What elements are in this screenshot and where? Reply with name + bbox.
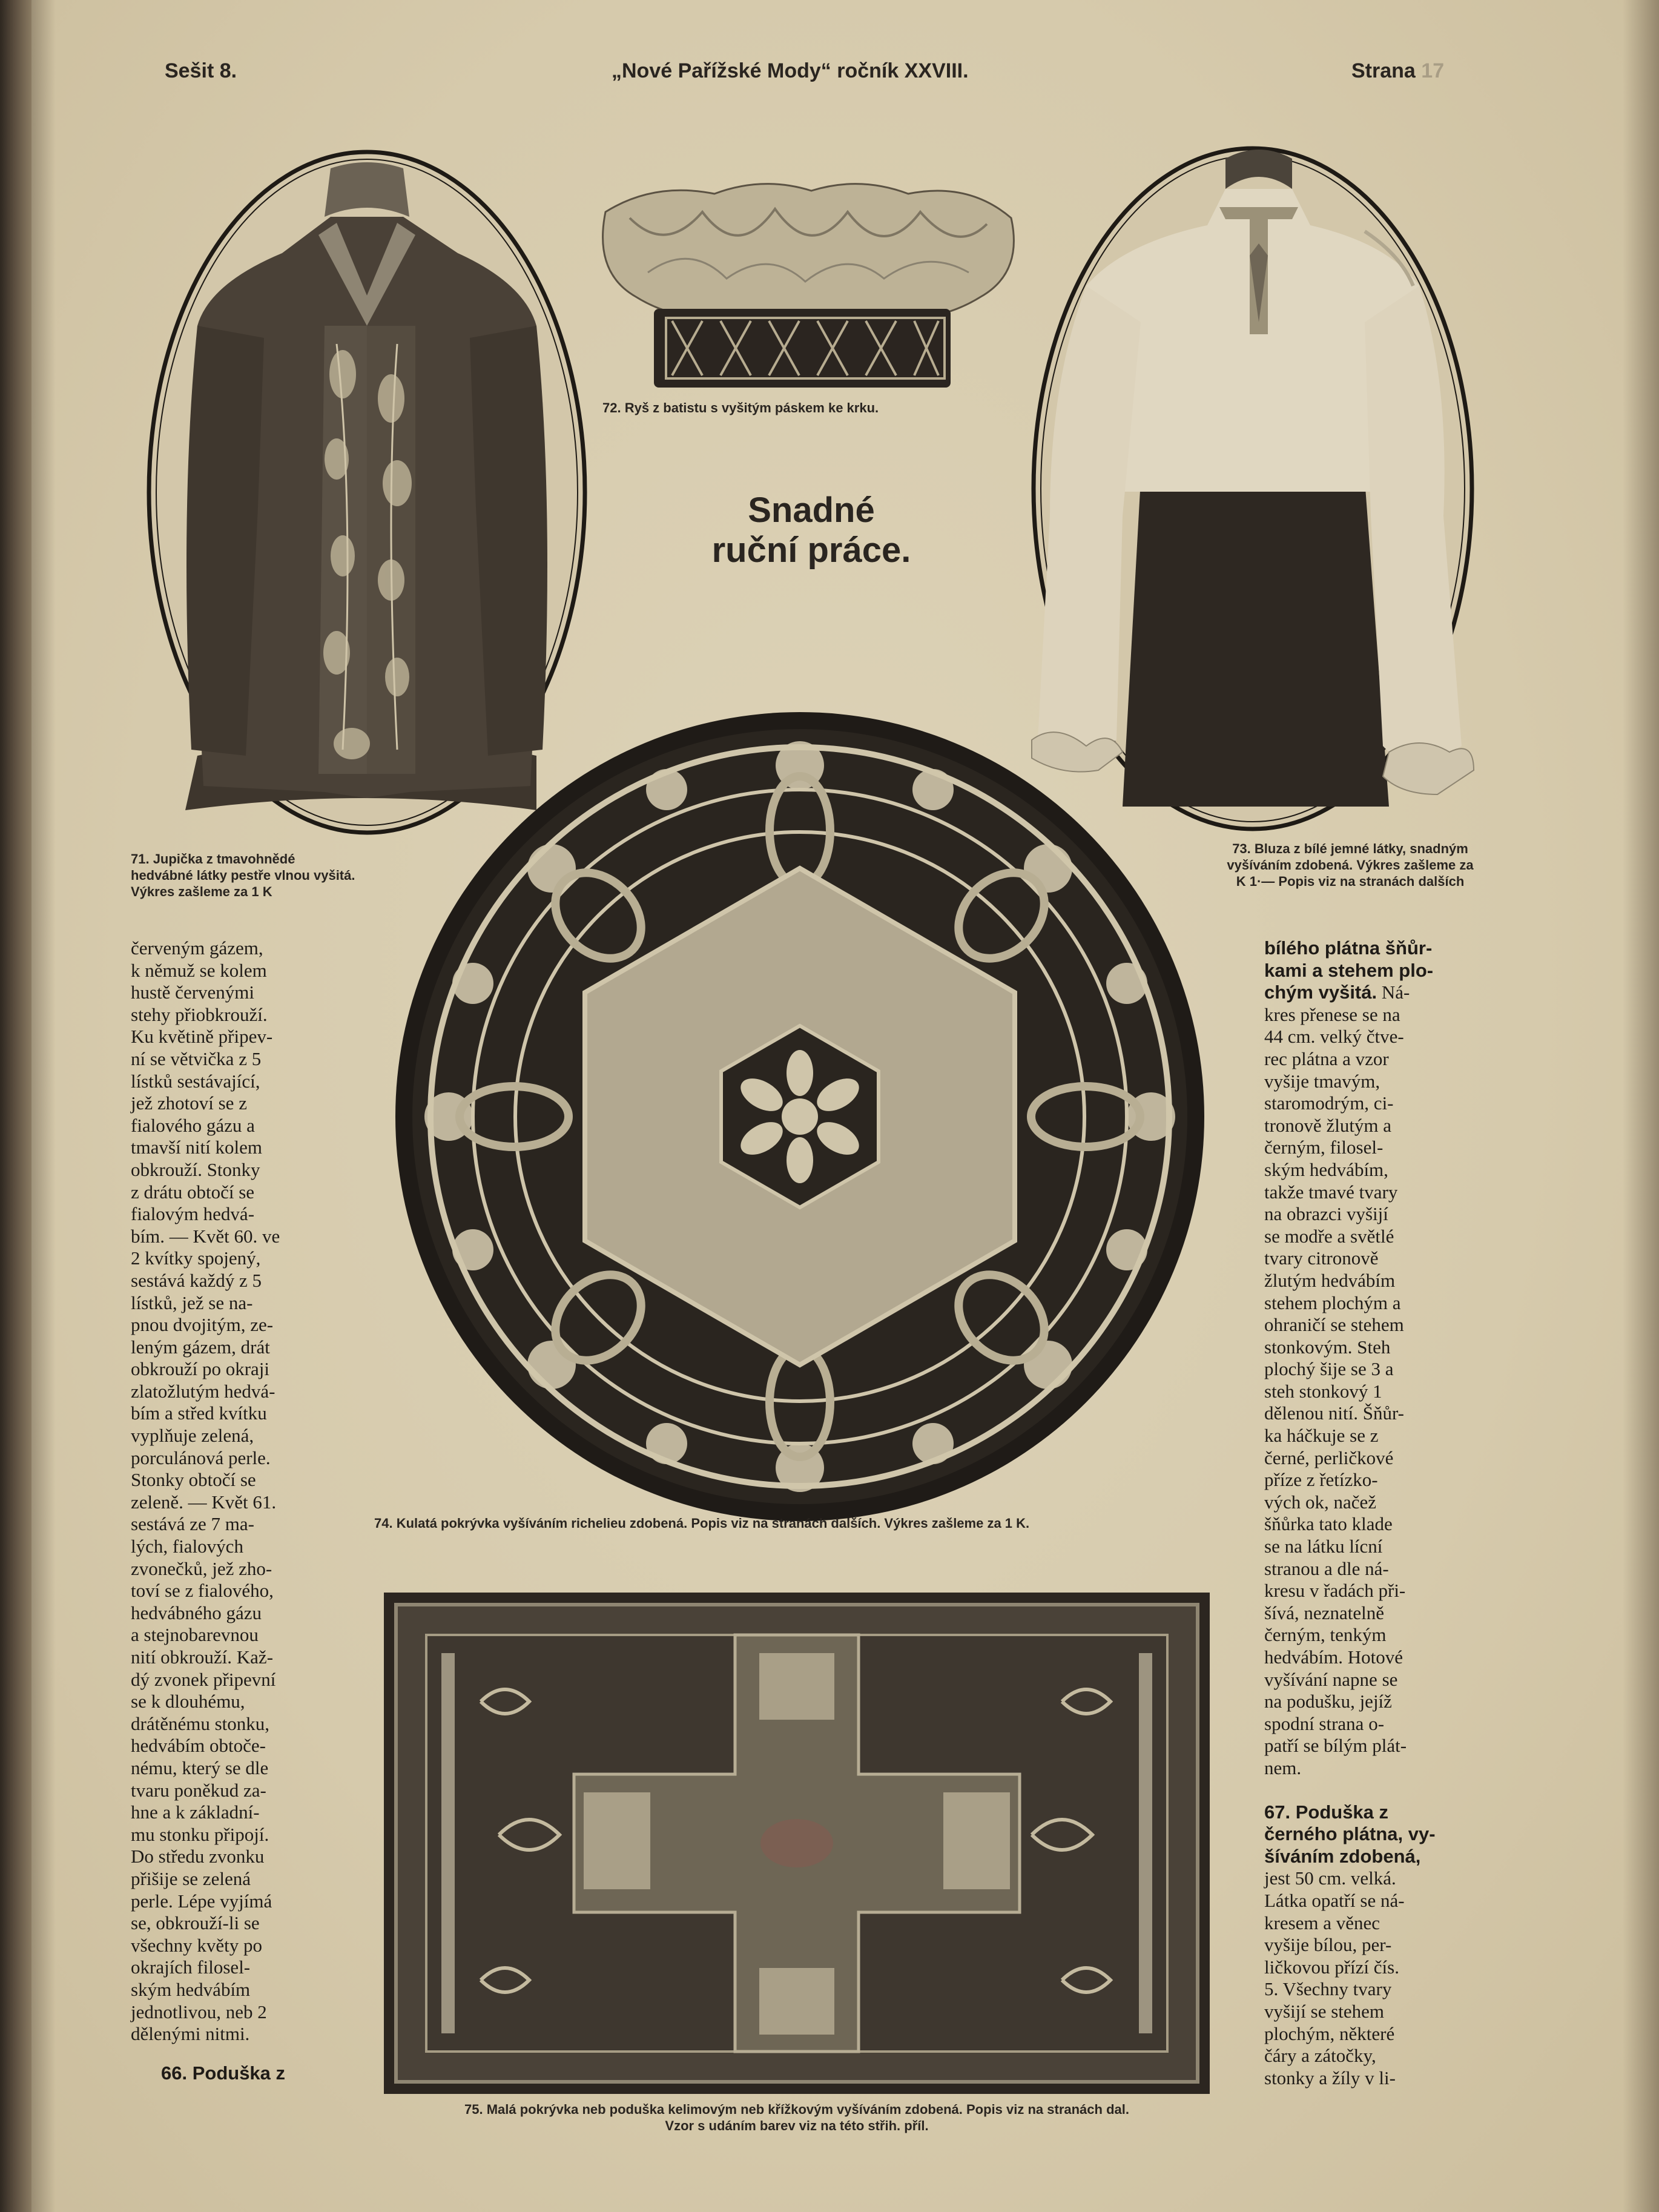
fig75-caption-line2: Vzor s udáním barev viz na této střih. příl. [665, 2118, 929, 2133]
fig71-caption: 71. Jupička z tmavohnědé hedvábné látky pestře vlnou vyšitá. Výkres zašleme za 1 K [131, 851, 355, 899]
right-column-section-67 [1264, 1801, 1464, 2090]
left-column-body: červeným gázem, k němuž se kolem hustě červenými stehy přiobkrouží. Ku květině připev- ní se větvička z 5 lístků sestávající, jež zhotoví se z fialového gázu a tmavší nití kolem obkrouží. Stonky z drátu obtočí se fialovým hedvá- bím. — Květ 60. ve 2 kvítky spojený, sestává každý z 5 lístků, jež se na- pnou dvojitým, ze- leným gázem, drát obkrouží po okraji zlatožlutým hedvá- bím a střed kvítku vyplňuje zelená, porculánová perle. Stonky obtočí se zeleně. — Květ 61. sestává ze 7 ma- lých, fialových zvonečků, jež zho- toví se z fialového, hedvábného gázu a stejnobarevnou nití obkrouží. Kaž- dý zvonek připevní se k dlouhému, drátěnému stonku, hedvábím obtoče- nému, který se dle tvaru poněkud za- hne a k základní- mu stonku připojí. Do středu zvonku přišije se zelená perle. Lépe vyjímá se, obkrouží-li se všechny květy po okrajích filosel- ským hedvábím jednotlivou, neb 2 dělenými nitmi. [131, 937, 280, 2045]
left-column-heading: 66. Poduška z [161, 2062, 286, 2084]
page-edge-shadow [1623, 0, 1659, 2212]
left-text-column [131, 937, 332, 2084]
right-column-lead: bílého plátna šňůr- kami a stehem plo- chým vyšitá. [1264, 937, 1434, 1003]
page-title [654, 490, 969, 570]
header-page-number: 17 [1421, 59, 1445, 82]
header-page-label: Strana [1351, 59, 1416, 82]
page-binding-edge [0, 0, 31, 2212]
binding-shadow [31, 0, 56, 2212]
right-column-text2: jest 50 cm. velká. Látka opatří se ná- kresem a věnec vyšije bílou, per- ličkovou přízí čís. 5. Všechny tvary vyšijí se stehem plochým, některé čáry a zátočky, stonky a žíly v li- [1264, 1867, 1405, 2088]
fig75-caption-line1: 75. Malá pokrývka neb poduška kelimovým neb křížkovým vyšíváním zdobená. Popis viz na stranách dal. [464, 2102, 1129, 2117]
fig74-caption: 74. Kulatá pokrývka vyšíváním richelieu zdobená. Popis viz na stranách dalších. Výkres zašleme za 1 K. [374, 1516, 1030, 1531]
kilim-cushion-illustration [384, 1593, 1210, 2094]
fig75-caption [384, 2101, 1210, 2134]
header-issue: Sešit 8. [165, 59, 237, 82]
right-text-column [1264, 937, 1464, 2089]
fig72-caption: 72. Ryš z batistu s vyšitým páskem ke krku. [602, 400, 879, 415]
right-column-heading2: 67. Poduška z černého plátna, vy- šíváním zdobená, [1264, 1801, 1436, 1867]
page-title-line2: ruční práce. [711, 530, 911, 570]
round-doily-illustration [386, 710, 1213, 1524]
header-page [1351, 59, 1444, 83]
right-column-body [1264, 937, 1464, 1780]
page-title-line1: Snadné [748, 490, 875, 530]
header-magazine-title: „Nové Pařížské Mody“ ročník XXVIII. [612, 59, 969, 82]
right-column-text: Ná- kres přenese se na 44 cm. velký čtve- rec plátna a vzor vyšije tmavým, staromodrým, ci- tronově žlutým a černým, filosel- ským hedvábím, takže tmavé tvary na obrazci vyšijí se modře a světlé tvary citronově žlutým hedvábím stehem plochým a ohraničí se stehem stonkovým. Steh plochý šije se 3 a steh stonkový 1 dělenou nití. Šňůr- ka háčkuje se z černé, perličkové příze z řetízko- vých ok, načež šňůrka tato klade se na látku lícní stranou a dle ná- kresu v řadách při- šívá, neznatelně černým, tenkým hedvábím. Hotové vyšívání napne se na podušku, jejíž spodní strana o- patří se bílým plát- nem. [1264, 982, 1410, 1778]
collar-ruff-illustration [593, 176, 1023, 400]
fig73-caption: 73. Bluza z bílé jemné látky, snadným vyšíváním zdobená. Výkres zašleme za K 1·— Popis viz na stranách dalších [1227, 841, 1474, 889]
